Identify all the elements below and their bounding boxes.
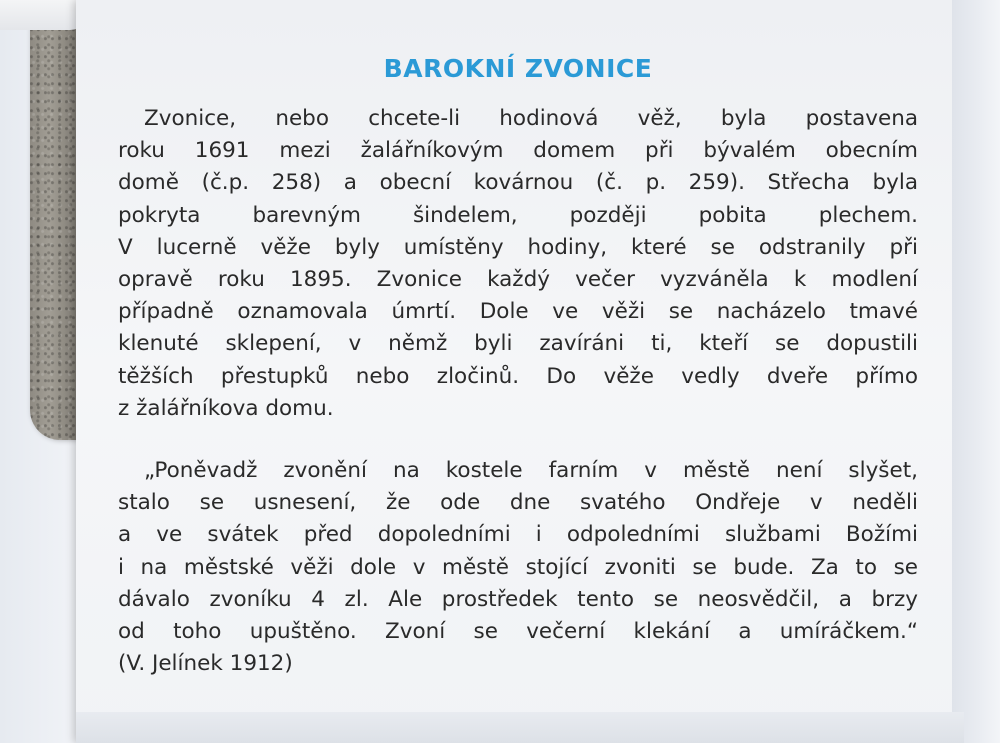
text-line: stalo se usnesení, že ode dne svatého Ondřeje v neděli: [118, 490, 918, 516]
text-line: dávalo zvoníku 4 zl. Ale prostředek tento se neosvědčil, a brzy: [118, 586, 918, 612]
text-line: i na městské věži dole v městě stojící zvoniti se bude. Za to se: [118, 554, 918, 580]
text-line: těžších přestupků nebo zločinů. Do věže vedly dveře přímo: [118, 363, 918, 389]
stone-post: [30, 0, 78, 440]
quote-citation: (V. Jelínek 1912): [118, 651, 293, 677]
text-line: klenuté sklepení, v němž byli zavíráni ti, kteří se dopustili: [118, 331, 918, 357]
text-line: domě (č.p. 258) a obecní kovárnou (č. p. 259). Střecha byla: [118, 170, 918, 196]
text-line: případně oznamovala úmrtí. Dole ve věži se nacházelo tmavé: [118, 299, 918, 325]
text-line: pokryta barevným šindelem, později pobita plechem.: [118, 202, 918, 228]
text-line: Zvonice, nebo chcete-li hodinová věž, byla postavena: [144, 106, 918, 131]
sign-title: BAROKNÍ ZVONICE: [383, 54, 653, 83]
text-line: od toho upuštěno. Zvoní se večerní klekání a umíráčkem.“: [118, 619, 918, 645]
sign-paragraph-2-quote: [118, 455, 918, 680]
text-line: V lucerně věže byly umístěny hodiny, které se odstranily při: [118, 234, 918, 260]
sign-paragraph-1: [118, 103, 918, 425]
text-line: z žalářníkova domu.: [118, 395, 334, 421]
text-line: roku 1691 mezi žalářníkovým domem při bývalém obecním: [118, 138, 918, 164]
sign-panel-edge: [952, 0, 1000, 743]
text-line: „Poněvadž zvonění na kostele farním v městě není slyšet,: [144, 458, 918, 483]
text-line: a ve svátek před dopoledními i odpoledními službami Božími: [118, 522, 918, 548]
text-line: opravě roku 1895. Zvonice každý večer vyzváněla k modlení: [118, 267, 918, 293]
sign-panel-bottom: [76, 712, 964, 743]
